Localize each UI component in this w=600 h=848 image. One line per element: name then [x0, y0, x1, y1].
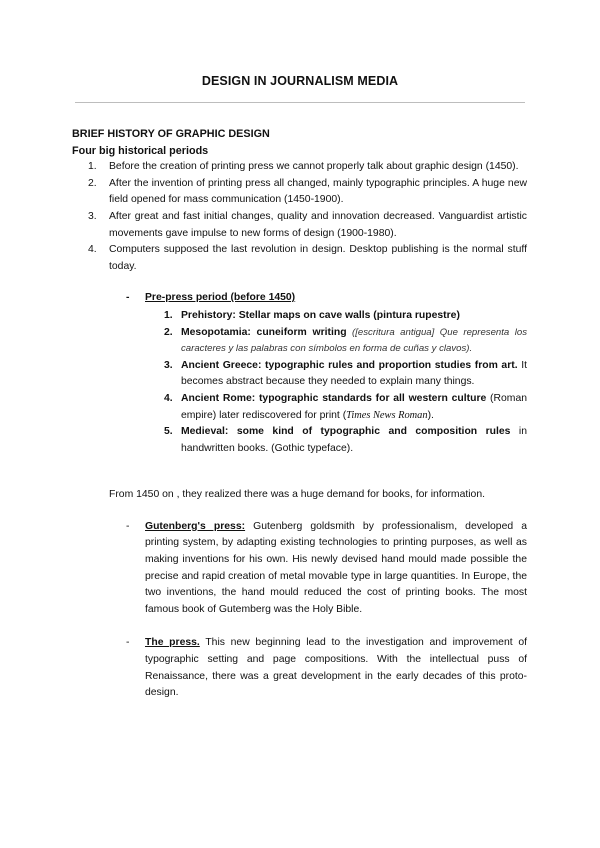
gutenberg-paragraph: - Gutenberg's press: Gutenberg goldsmith by professionalism, developed a printing system, by adapting existing technologies to printing purposes, as well as making inventions for his own. His newly devised hand mould made possible the precise and rapid creation of metal movable type in large quantities. In Europe, the two inventions, the hand mould reduced the cost of printing books. The most famous book of Gutemberg was the Holy Bible. [126, 520, 527, 615]
list-item: 4. Ancient Rome: typographic standards for all western culture (Roman empire) later rediscovered for print (Times News Roman). [164, 392, 528, 421]
from-1450-paragraph: From 1450 on , they realized there was a huge demand for books, for information. [109, 489, 486, 501]
prepress-list [72, 308, 527, 457]
list-item: 1. Before the creation of printing press we cannot properly talk about graphic design (1450). [88, 161, 519, 173]
dash-marker: - [126, 520, 130, 532]
title-divider [75, 102, 525, 103]
press-paragraph: - The press. This new beginning lead to the investigation and improvement of typographic setting and page compositions. With the intellectual puss of Renaissance, there was a great development in the early decades of this proto-design. [126, 637, 527, 699]
press-label: The press. [145, 637, 200, 649]
document-body [72, 126, 527, 702]
list-item: 4. Computers supposed the last revolution in design. Desktop publishing is the normal stuff today. [88, 244, 527, 272]
dash-marker: - [126, 637, 130, 649]
list-item: 1. Prehistory: Stellar maps on cave walls (pintura rupestre) [164, 309, 460, 321]
section-heading: BRIEF HISTORY OF GRAPHIC DESIGN [72, 128, 270, 140]
subheading: Four big historical periods [72, 144, 209, 157]
prepress-heading: Pre-press period (before 1450) [145, 292, 296, 304]
document-title: DESIGN IN JOURNALISM MEDIA [201, 74, 399, 88]
prepress-section [72, 290, 527, 307]
list-item: 2. After the invention of printing press all changed, mainly typographic principles. A huge new field opened for mass communication (1450-1900). [88, 177, 527, 206]
list-item: 3. After great and fast initial changes, quality and innovation decreased. Vanguardist artistic movements gave impulse to new forms of design (1900-1980). [88, 210, 527, 239]
gutenberg-label: Gutenberg's press: [145, 520, 246, 532]
dash-marker: - [126, 292, 130, 304]
periods-list [72, 159, 527, 275]
list-item: 2. Mesopotamia: cuneiform writing ([escritura antigua] Que representa los caracteres y las palabras con símbolos en forma de cuñas y clavos). [164, 326, 527, 355]
list-item: 5. Medieval: some kind of typographic and composition rules in handwritten books. (Gothic typeface). [164, 426, 528, 454]
list-item: 3. Ancient Greece: typographic rules and proportion studies from art. It becomes abstract because they needed to explain many things. [164, 359, 527, 388]
